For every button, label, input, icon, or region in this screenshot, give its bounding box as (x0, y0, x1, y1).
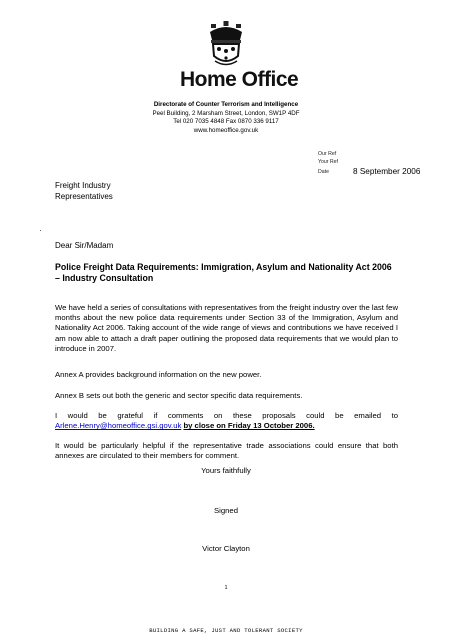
letter-date: 8 September 2006 (353, 167, 421, 176)
signatory-name: Victor Clayton (202, 544, 250, 553)
signature-line: Signed (214, 506, 238, 515)
salutation: Dear Sir/Madam (55, 241, 114, 250)
your-ref-label: Your Ref (318, 159, 338, 165)
comment-deadline: by close on Friday 13 October 2006. (183, 421, 315, 431)
home-office-logo: Home Office (180, 68, 299, 91)
office-phone-fax: Tel 020 7035 4848 Fax 0870 336 9117 (173, 118, 279, 125)
body-paragraph-4-text: I would be grateful if comments on these proposals could be emailed to (55, 411, 398, 420)
body-paragraph-1: We have held a series of consultations with representatives from the freight industry over the last few months about the new police data requirements under Section 33 of the Immigration, Asylum and Nationality Act 2006. Taking account of the wide range of views and contributions we have received I am now able to attach a draft paper outlining the proposed data requirements that we would plan to introduce in 2007. (55, 303, 398, 353)
recipient-line-1: Freight Industry (55, 181, 111, 190)
letter-subject: Police Freight Data Requirements: Immigration, Asylum and Nationality Act 2006 – Industry Consultation (55, 262, 392, 283)
body-paragraph-4 (55, 411, 398, 431)
valediction: Yours faithfully (201, 466, 251, 475)
email-link[interactable]: Arlene.Henry@homeoffice.gsi.gov.uk (55, 421, 182, 431)
our-ref-label: Our Ref (318, 151, 337, 157)
directorate-name: Directorate of Counter Terrorism and Intelligence (153, 101, 299, 108)
office-address: Peel Building, 2 Marsham Street, London, SW1P 4DF (152, 109, 300, 117)
office-website: www.homeoffice.gov.uk (193, 126, 259, 134)
body-paragraph-5: It would be particularly helpful if the representative trade associations could ensure that both annexes are circulated to their members for comment. (55, 441, 398, 461)
recipient-line-2: Representatives (55, 192, 113, 201)
body-paragraph-3: Annex B sets out both the generic and sector specific data requirements. (55, 391, 303, 400)
date-label: Date (318, 169, 329, 175)
page-number: 1 (224, 585, 228, 591)
scan-speck (40, 230, 41, 231)
body-paragraph-2: Annex A provides background information on the new power. (55, 370, 262, 379)
footer-slogan: BUILDING A SAFE, JUST AND TOLERANT SOCIETY (149, 627, 303, 634)
royal-crest-icon (205, 20, 247, 70)
